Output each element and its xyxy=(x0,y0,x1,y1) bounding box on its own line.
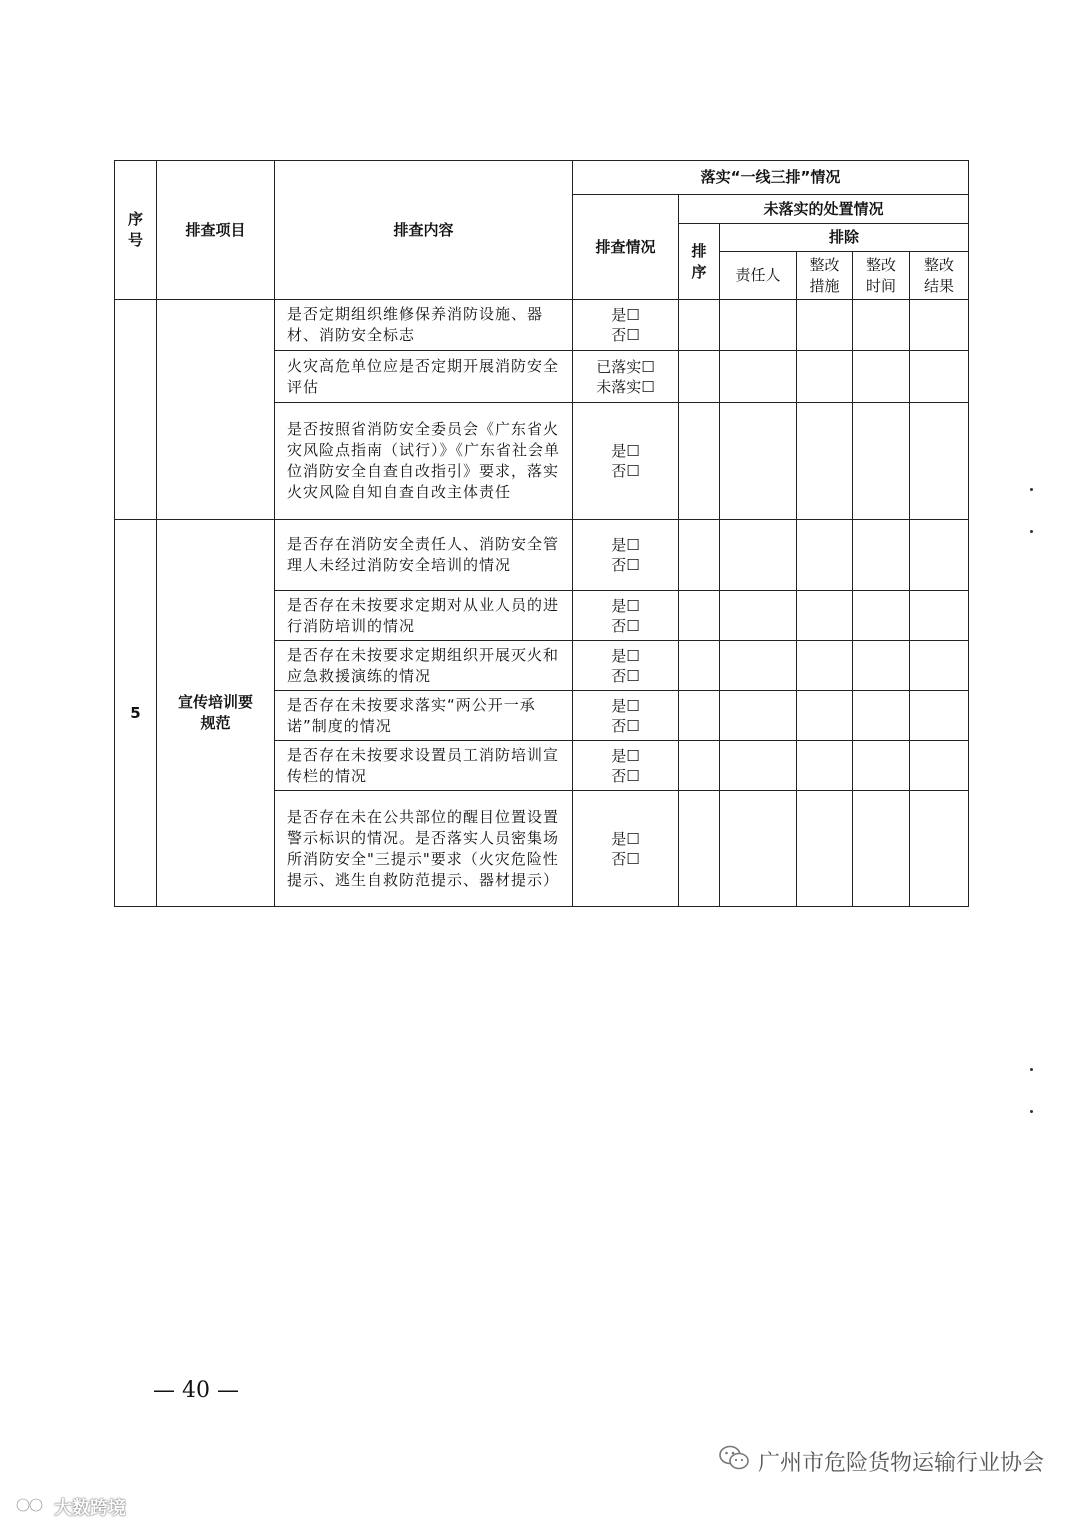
row-content: 是否存在未在公共部位的醒目位置设置警示标识的情况。是否落实人员密集场所消防安全"三提示"要求（火灾危险性提示、逃生自救防范提示、器材提示） xyxy=(275,791,573,907)
option-yes[interactable]: 是☐ xyxy=(611,829,640,848)
header-implementation: 落实“一线三排”情况 xyxy=(573,161,969,195)
footer-brand xyxy=(718,1443,1044,1479)
inspection-table xyxy=(114,160,969,907)
group-seq: 5 xyxy=(115,520,157,907)
option-yes[interactable]: 是☐ xyxy=(611,306,640,324)
option-yes[interactable]: 是☐ xyxy=(611,442,640,460)
check-options[interactable] xyxy=(573,591,679,641)
option-no[interactable]: 否☐ xyxy=(611,666,640,685)
option-no[interactable]: 否☐ xyxy=(611,462,640,480)
option-no[interactable]: 否☐ xyxy=(611,326,640,344)
header-ranking: 排 序 xyxy=(679,224,720,300)
row-content: 是否存在消防安全责任人、消防安全管理人未经过消防安全培训的情况 xyxy=(275,520,573,591)
scan-speck xyxy=(1030,1068,1033,1071)
check-options[interactable] xyxy=(573,691,679,741)
header-elimination: 排除 xyxy=(720,224,969,252)
wechat-icon xyxy=(718,1444,750,1478)
footer-brand-label: 广州市危险货物运输行业协会 xyxy=(757,1450,1044,1476)
group-category-label: 宣传培训要规范 xyxy=(177,693,253,732)
option-yes[interactable]: 是☐ xyxy=(611,646,640,665)
row-content: 是否按照省消防安全委员会《广东省火灾风险点指南（试行）》《广东省社会单位消防安全自查自改指引》要求，落实火灾风险自知自查自改主体责任 xyxy=(275,403,573,520)
header-result: 整改 结果 xyxy=(910,252,969,300)
option-yes[interactable]: 是☐ xyxy=(611,696,640,715)
check-options[interactable] xyxy=(573,300,679,351)
scan-speck xyxy=(1030,1110,1033,1113)
check-options[interactable] xyxy=(573,520,679,591)
header-seq: 序 号 xyxy=(115,161,157,300)
category-cell-empty xyxy=(157,300,275,520)
row-content: 是否存在未按要求定期对从业人员的进行消防培训的情况 xyxy=(275,591,573,641)
scan-speck xyxy=(1030,488,1033,491)
option-no[interactable]: 否☐ xyxy=(611,849,640,868)
watermark xyxy=(14,1494,126,1520)
row-content: 是否存在未按要求设置员工消防培训宣传栏的情况 xyxy=(275,741,573,791)
check-options[interactable] xyxy=(573,791,679,907)
check-options[interactable] xyxy=(573,641,679,691)
watermark-label: 大数跨境 xyxy=(54,1498,126,1519)
header-time: 整改 时间 xyxy=(853,252,910,300)
option-no[interactable]: 否☐ xyxy=(611,556,640,574)
header-unimplemented: 未落实的处置情况 xyxy=(679,195,969,224)
watermark-logo-icon xyxy=(14,1495,50,1520)
option-no[interactable]: 否☐ xyxy=(611,716,640,735)
option-yes[interactable]: 是☐ xyxy=(611,746,640,765)
header-category: 排查项目 xyxy=(157,161,275,300)
option-no[interactable]: 否☐ xyxy=(611,766,640,785)
seq-cell-empty xyxy=(115,300,157,520)
scan-speck xyxy=(1030,530,1033,533)
header-content: 排查内容 xyxy=(275,161,573,300)
header-responsible: 责任人 xyxy=(720,252,797,300)
table-row xyxy=(115,520,969,591)
row-content: 火灾高危单位应是否定期开展消防安全评估 xyxy=(275,351,573,403)
table-row xyxy=(115,300,969,351)
header-measures: 整改 措施 xyxy=(797,252,853,300)
option-yes[interactable]: 是☐ xyxy=(611,536,640,554)
option-implemented[interactable]: 已落实☐ xyxy=(596,357,655,376)
option-unimplemented[interactable]: 未落实☐ xyxy=(596,377,655,396)
header-check-status: 排查情况 xyxy=(573,195,679,300)
row-content: 是否存在未按要求落实“两公开一承诺”制度的情况 xyxy=(275,691,573,741)
check-options[interactable] xyxy=(573,741,679,791)
option-yes[interactable]: 是☐ xyxy=(611,596,640,615)
group-category xyxy=(157,520,275,907)
check-options[interactable] xyxy=(573,403,679,520)
check-options[interactable] xyxy=(573,351,679,403)
option-no[interactable]: 否☐ xyxy=(611,616,640,635)
row-content: 是否存在未按要求定期组织开展灭火和应急救援演练的情况 xyxy=(275,641,573,691)
row-content: 是否定期组织维修保养消防设施、器材、消防安全标志 xyxy=(275,300,573,351)
page-number: — 40 — xyxy=(153,1378,239,1403)
